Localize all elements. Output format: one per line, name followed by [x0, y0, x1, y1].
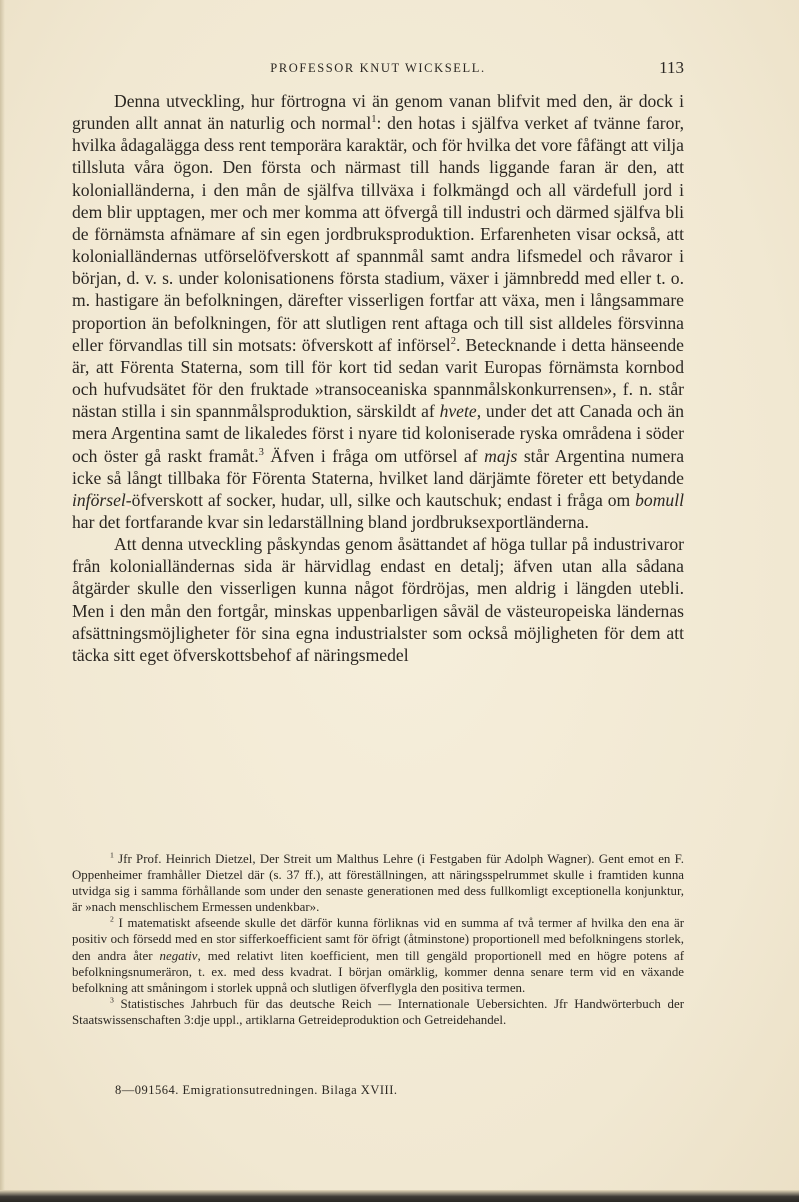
footnote-ref-2: 2 — [450, 335, 456, 347]
italic-term-majs: majs — [484, 445, 518, 466]
footnote-2: $^2$ I matematiskt afseende skulle det därför kunna förliknas vid en summa af två termer af hvilka den ena är positiv och försedd med en stor sifferkoefficient samt för öfrigt (åtminstone) proportionell med befolkningens storlek, den andra åter negativ, med relativt liten koefficient, men till gengäld proportionell med en högre potens af befolkningsnumeräron, t. ex. med dess kvadrat. I början omärklig, kommer denna senare term vid en växande befolkning att småningom i storlek uppnå och slutligen öfverflygla den positiva termen. — [72, 915, 684, 995]
body-text — [72, 90, 684, 666]
running-title: PROFESSOR KNUT WICKSELL. — [270, 61, 486, 75]
footnote-ref-3: 3 — [258, 446, 264, 458]
page-bottom-edge — [0, 1190, 799, 1202]
footnote-3: $^3$ Statistisches Jahrbuch für das deutsche Reich — Internationale Uebersichten. Jfr Handwörterbuch der Staatswissenschaften 3:dje uppl., artiklarna Getreideproduktion och Getreidehandel. — [72, 995, 684, 1027]
page-number: 113 — [659, 58, 684, 77]
footnote-mark-2: 2 — [110, 915, 114, 925]
italic-term-negativ: negativ — [159, 948, 198, 963]
paragraph-1: Denna utveckling, hur förtrogna vi än genom vanan blifvit med den, är dock i grunden allt annat än naturlig och normal$^1$: den hotas i själfva verket af tvänne faror, hvilka ådagalägga dess rent temporära karaktär, och för hvilka det vore fåfängt att vilja tillsluta våra ögon. Den första och närmast till hands liggande faran är den, att kolonialländerna, i den mån de själfva tillväxa i folkmängd och all värdefull jord i dem blir upptagen, mer och mer komma att öfvergå till industri och därmed själfva bli de förnämsta afnämare af sin egen jordbruksproduktion. Erfarenheten visar också, att kolonialländernas utförselöfverskott af spannmål samt andra lifsmedel och råvaror i början, d. v. s. under kolonisationens första stadium, växer i jämnbredd med eller t. o. m. hastigare än befolkningen, därefter visserligen fortfar att växa, men i långsammare proportion än befolkningen, för att slutligen rent aftaga och till sist alldeles försvinna eller förvandlas till sin motsats: öfverskott af införsel$^2$. Betecknande i detta hänseende är, att Förenta Staterna, som till för kort tid sedan varit Europas förnämsta kornbod och hufvudsätet för den fruktade »transoceaniska spannmålskonkurrensen», f. n. står nästan stilla i sin spannmålsproduktion, särskildt af hvete, under det att Canada och än mera Argentina samt de likaledes först i nyare tid koloniserade ryska områdena i söder och öster gå raskt framåt.$^3$ Äfven i fråga om utförsel af majs står Argentina numera icke så långt tillbaka för Förenta Staterna, hvilket land därjämte företer ett betydande införsel-öfverskott af socker, hudar, ull, silke och kautschuk; endast i fråga om bomull har det fortfarande kvar sin ledarställning bland jordbruksexportländerna. — [72, 91, 685, 532]
footnote-mark-3: 3 — [110, 995, 114, 1005]
page-edge-shadow — [0, 0, 5, 1202]
footnotes — [72, 851, 684, 1028]
footnote-mark-1: 1 — [110, 850, 114, 860]
printer-signature: 8—091564. Emigrationsutredningen. Bilaga XVIII. — [115, 1083, 398, 1097]
italic-term-bomull: bomull — [635, 489, 684, 510]
footnote-ref-1: 1 — [371, 114, 377, 126]
paragraph-2: Att denna utveckling påskyndas genom åsättandet af höga tullar på industrivaror från kolonialländernas sida är härvidlag endast en detalj; äfven utan alla sådana åtgärder skulle den visserligen kunna något fördröjas, men aldrig i längden utebli. Men i den mån den fortgår, minskas uppenbarligen såväl de västeuropeiska ländernas afsättningsmöjligheter för sina egna industrialster som också möjligheten för dem att täcka sitt eget öfverskottsbehof af näringsmedel — [72, 534, 684, 665]
footnote-1: $^1$ Jfr Prof. Heinrich Dietzel, Der Streit um Malthus Lehre (i Festgaben für Adolph Wagner). Gent emot en F. Oppenheimer framhåller Dietzel där (s. 37 ff.), att föreställningen, att näringsspelrummet skulle i framtiden kunna utvidga sig i samma förhållande som under den senaste generationen med dess fullkomligt exceptionella konjunktur, är »nach menschlischem Ermessen undenkbar». — [72, 850, 684, 915]
italic-term-hvete: hvete — [439, 401, 477, 422]
italic-term-inforsel: införsel — [72, 489, 126, 510]
page-header — [72, 58, 684, 82]
